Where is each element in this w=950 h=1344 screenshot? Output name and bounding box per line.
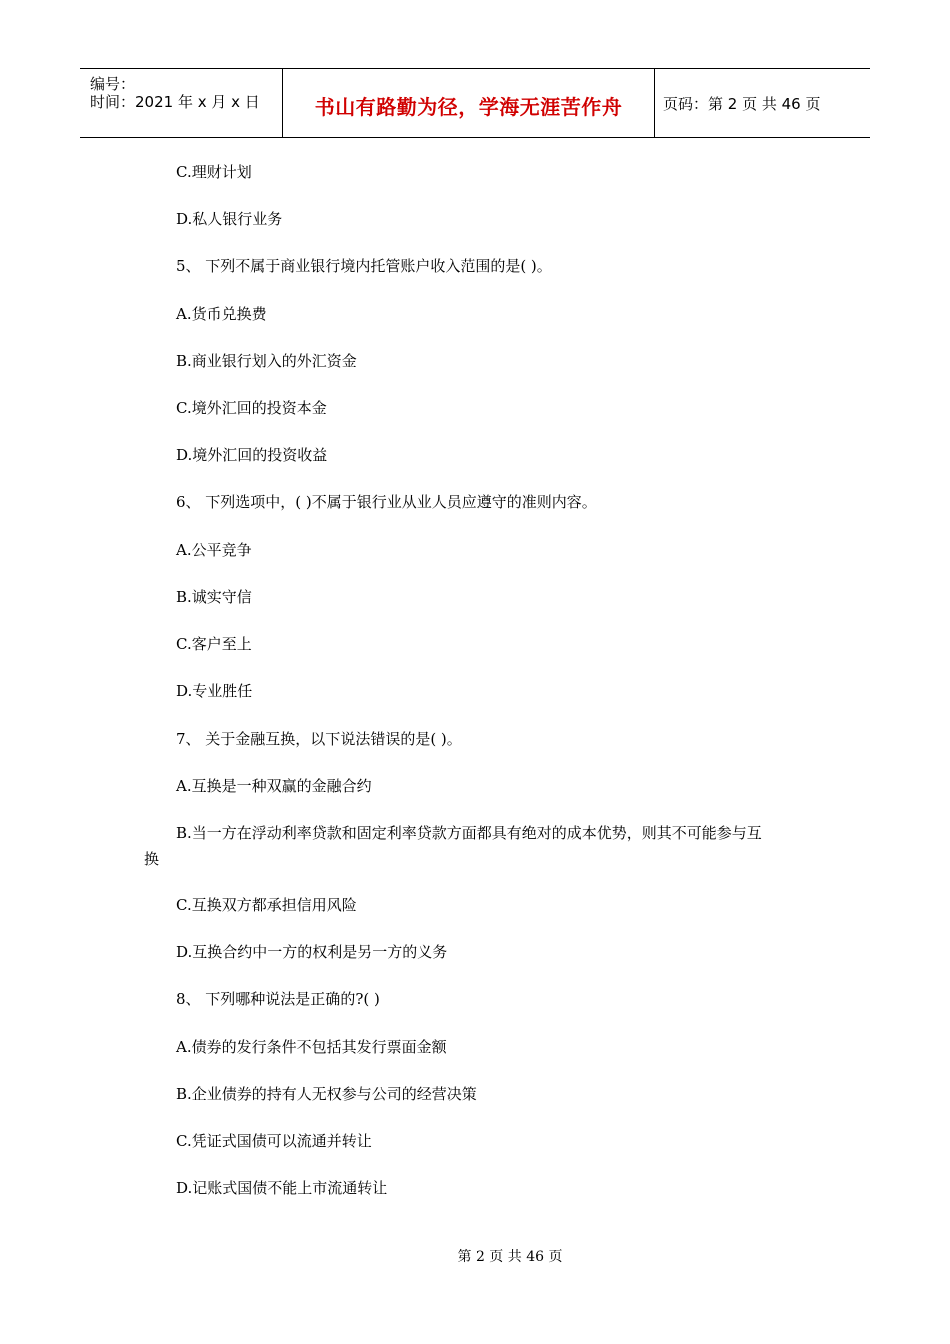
header-motto-cell (283, 69, 655, 137)
option-c: C.互换双方都承担信用风险 (176, 896, 357, 914)
question-6: 6、 下列选项中，( )不属于银行业从业人员应遵守的准则内容。 (176, 493, 597, 511)
option-b: B.诚实守信 (176, 588, 252, 606)
question-5: 5、 下列不属于商业银行境内托管账户收入范围的是( )。 (176, 257, 552, 275)
option-b-continuation: 换 (144, 850, 160, 868)
page-footer: 第 2 页 共 46 页 (457, 1249, 563, 1265)
document-number-label: 编号： (90, 75, 136, 93)
option-d: D.互换合约中一方的权利是另一方的义务 (176, 943, 448, 961)
option-d: D.专业胜任 (176, 682, 253, 700)
document-date: 时间：2021 年 x 月 x 日 (90, 93, 260, 111)
header-page-cell (655, 69, 870, 137)
option-c: C.凭证式国债可以流通并转让 (176, 1132, 372, 1150)
option-d: D.境外汇回的投资收益 (176, 446, 328, 464)
motto: 书山有路勤为径，学海无涯苦作舟 (314, 95, 623, 119)
option-d: D.记账式国债不能上市流通转让 (176, 1179, 388, 1197)
question-7: 7、 关于金融互换，以下说法错误的是( )。 (176, 730, 462, 748)
header-info-cell (80, 69, 283, 137)
page-header (80, 68, 870, 138)
option-a: A.公平竞争 (176, 541, 252, 559)
question-8: 8、 下列哪种说法是正确的?( ) (176, 990, 380, 1008)
option-c: C.理财计划 (176, 163, 252, 181)
option-c: C.客户至上 (176, 635, 252, 653)
option-b: B.商业银行划入的外汇资金 (176, 352, 357, 370)
option-b: B.企业债券的持有人无权参与公司的经营决策 (176, 1085, 477, 1103)
option-c: C.境外汇回的投资本金 (176, 399, 327, 417)
option-d: D.私人银行业务 (176, 210, 283, 228)
option-b: B.当一方在浮动利率贷款和固定利率贷款方面都具有绝对的成本优势，则其不可能参与互 (176, 824, 762, 842)
option-a: A.债券的发行条件不包括其发行票面金额 (176, 1038, 447, 1056)
option-a: A.互换是一种双赢的金融合约 (176, 777, 372, 795)
option-a: A.货币兑换费 (176, 305, 267, 323)
page-info: 页码：第 2 页 共 46 页 (663, 95, 821, 113)
